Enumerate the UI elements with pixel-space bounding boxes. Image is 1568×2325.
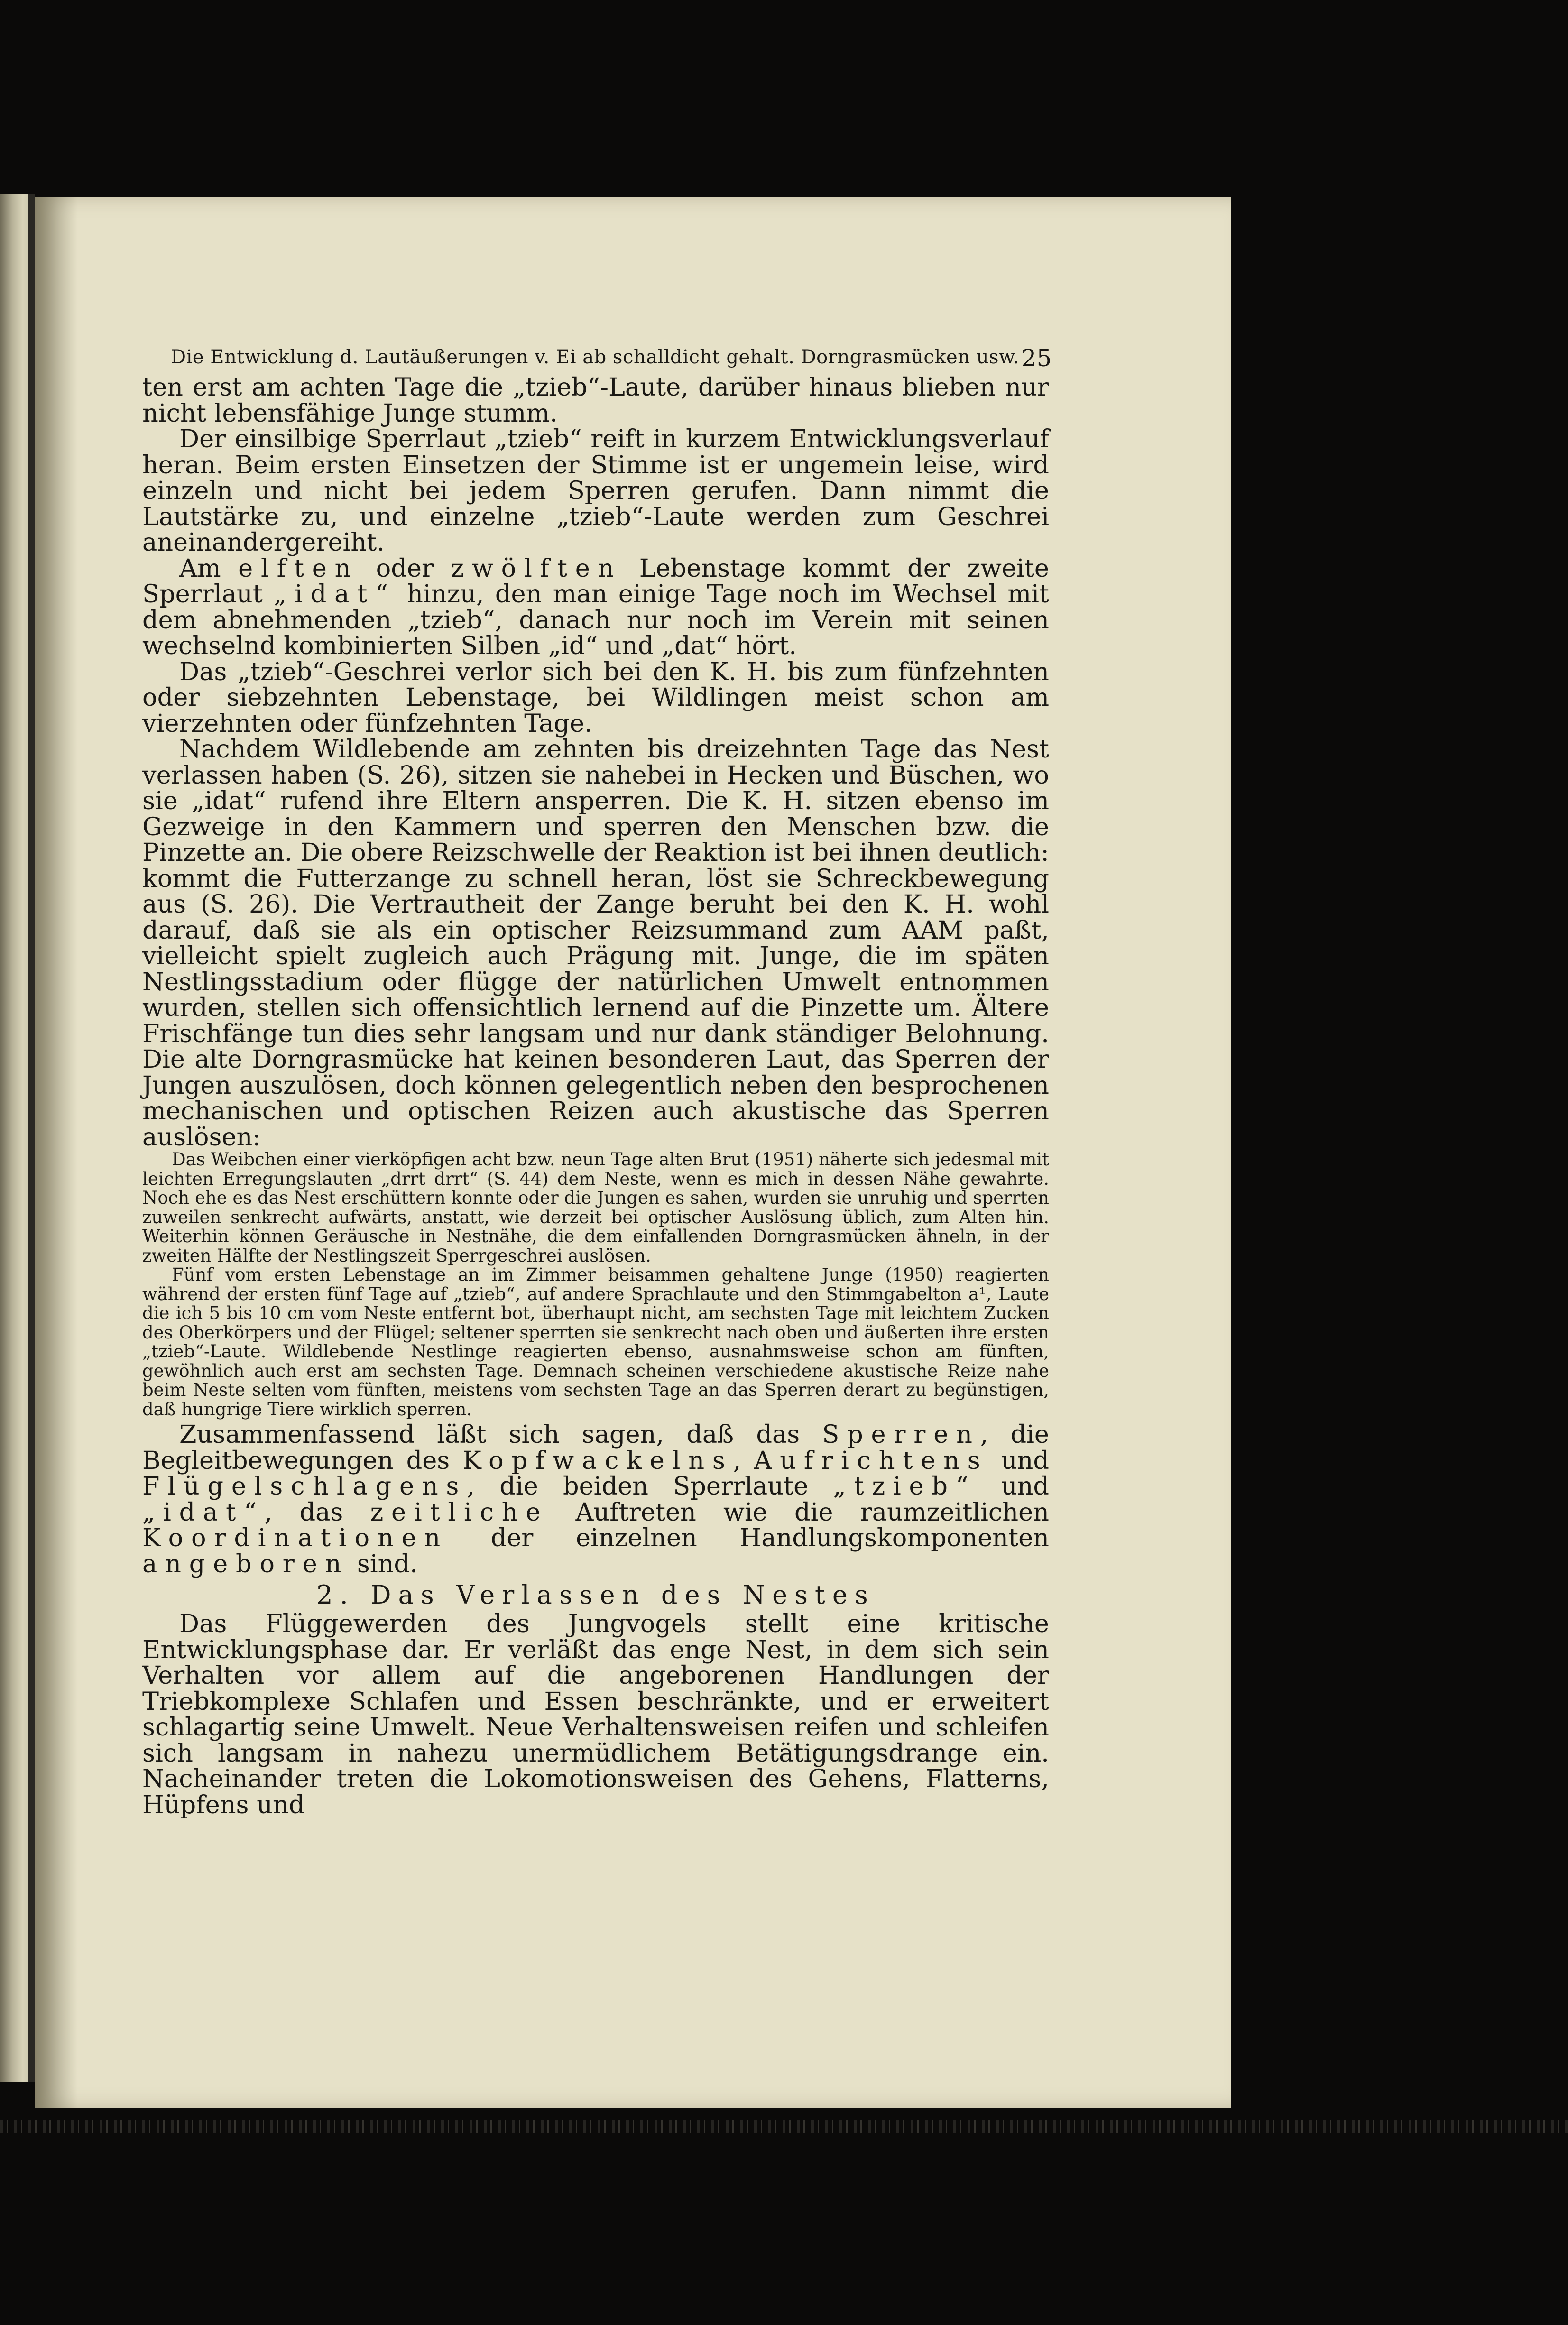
paragraph-verlassen: Das Flüggewerden des Jungvogels stellt eine kritische Entwicklungsphase dar. Er verläßt das enge Nest, in dem sich sein Verhalten vor allem auf die angeborenen Handlungen der Triebkomplexe Schlafen und Essen beschränkte, und er erweitert schlagartig seine Umwelt. Neue Verhaltensweisen reifen und schleifen sich langsam in nahezu unermüdlichem Betätigungsdrange ein. Nacheinander treten die Lokomotionsweisen des Gehens, Flatterns, Hüpfens und: [142, 1609, 1049, 1819]
spaced-emphasis: Flügelschlagens: [142, 1472, 467, 1501]
text-run: , das: [264, 1497, 343, 1527]
spaced-emphasis: „idat“: [142, 1497, 265, 1527]
paragraph-wildlebende: Nachdem Wildlebende am zehnten bis dreizehnten Tage das Nest verlassen haben (S. 26), sitzen sie nahebei in Hecken und Büschen, wo sie „idat“ rufend ihre Eltern ansperren. Die K. H. sitzen ebenso im Gezweige in den Kammern und sperren den Menschen bzw. die Pinzette an. Die obere Reizschwelle der Reaktion ist bei ihnen deutlich: kommt die Futterzange zu schnell heran, löst sie Schreckbewegung aus (S. 26). Die Vertrautheit der Zange beruht bei den K. H. wohl darauf, daß sie als ein optischer Reizsummand zum AAM paßt, vielleicht spielt zugleich auch Prägung mit. Junge, die im späten Nestlingsstadium oder flügge der natürlichen Umwelt entnommen wurden, stellen sich offensichtlich lernend auf die Pinzette um. Ältere Frischfänge tun dies sehr langsam und nur dank ständiger Belohnung. Die alte Dorngrasmücke hat keinen besonderen Laut, das Sperren der Jungen auszulösen, doch können gelegentlich neben den besprochenen mechanischen und optischen Reizen auch akustische das Sperren auslösen:: [142, 735, 1049, 1152]
spaced-emphasis: zeitliche: [370, 1497, 549, 1527]
text-run: Auftreten wie die raumzeitlichen: [575, 1497, 1049, 1527]
paragraph-summary: [142, 1422, 1049, 1577]
text-run: Am: [179, 554, 221, 583]
spaced-emphasis: Sperren: [822, 1420, 980, 1449]
bottom-edge-texture: [0, 2120, 1568, 2133]
page-text: [142, 341, 1052, 1819]
spaced-emphasis: angeboren: [142, 1549, 350, 1578]
text-run: und: [1001, 1446, 1049, 1475]
paragraph-continuation: ten erst am achten Tage die „tzieb“-Laute, darüber hinaus blieben nur nicht lebensfähige Junge stumm.: [142, 373, 1049, 428]
text-run: oder: [376, 554, 434, 583]
text-run: Zusammenfassend läßt sich sagen, daß das: [179, 1420, 800, 1449]
paragraph-idat: [142, 556, 1049, 659]
text-run: , die Begleitbewegungen des: [142, 1420, 1049, 1475]
paragraph-sperrlaut: Der einsilbige Sperrlaut „tzieb“ reift in kurzem Entwicklungsverlauf heran. Beim ersten Einsetzen der Stimme ist er ungemein leise, wird einzeln und nicht bei jedem Sperren gerufen. Dann nimmt die Lautstärke zu, und einzelne „tzieb“-Laute werden zum Geschrei aneinandergereiht.: [142, 424, 1049, 557]
spaced-emphasis: „idat“: [274, 580, 396, 609]
small-print-section: [142, 1150, 1049, 1419]
spaced-emphasis: zwölften: [451, 554, 622, 583]
text-run: sind.: [357, 1549, 418, 1578]
spaced-emphasis: Aufrichtens: [754, 1446, 988, 1475]
book-spine-shadow: [28, 194, 35, 2082]
page-number: 25: [1021, 344, 1052, 372]
running-head-text: Die Entwicklung d. Lautäußerungen v. Ei ab schalldicht gehalt. Dorngrasmücken usw.: [171, 346, 1020, 368]
text-run: der einzelnen Handlungskomponenten: [490, 1523, 1049, 1552]
text-run: , die beiden Sperrlaute: [467, 1472, 809, 1501]
small-paragraph-weibchen: Das Weibchen einer vierköpfigen acht bzw. neun Tage alten Brut (1951) näherte sich jedesmal mit leichten Erregungslauten „drrt drrt“ (S. 44) dem Neste, wenn es mich in dessen Nähe gewahrte. Noch ehe es das Nest erschüttern konnte oder die Jungen es sahen, wurden sie unruhig und sperrten zuweilen senkrecht aufwärts, anstatt, wie derzeit bei optischer Auslösung üblich, zum Alten hin. Weiterhin können Geräusche in Nestnähe, die dem einfallenden Dorngrasmücken ähneln, in der zweiten Hälfte der Nestlingszeit Sperrgeschrei auslösen.: [142, 1149, 1049, 1266]
section-heading: 2. Das Verlassen des Nestes: [316, 1580, 875, 1610]
text-run: und: [1001, 1472, 1049, 1501]
paragraph-geschrei: Das „tzieb“-Geschrei verlor sich bei den K. H. bis zum fünfzehnten oder siebzehnten Lebenstage, bei Wildlingen meist schon am vierzehnten oder fünfzehnten Tage.: [142, 657, 1049, 738]
spaced-emphasis: Koordinationen: [142, 1523, 449, 1552]
small-paragraph-zimmer: Fünf vom ersten Lebenstage an im Zimmer beisammen gehaltene Junge (1950) reagierten während der ersten fünf Tage auf „tzieb“, auf andere Sprachlaute und den Stimmgabelton a¹, Laute die ich 5 bis 10 cm vom Neste entfernt bot, überhaupt nicht, am sechsten Tage mit leichtem Zucken des Oberkörpers und der Flügel; seltener sperrten sie senkrecht nach oben und äußerten ihre ersten „tzieb“-Laute. Wildlebende Nestlinge reagierten ebenso, ausnahmsweise schon am fünften, gewöhnlich auch erst am sechsten Tage. Demnach scheinen verschiedene akustische Reize nahe beim Neste selten vom fünften, meistens vom sechsten Tage an das Sperren derart zu begünstigen, daß hungrige Tiere wirklich sperren.: [142, 1264, 1049, 1420]
page-gutter-shadow: [35, 197, 78, 2108]
left-page-edge: [0, 194, 28, 2082]
spaced-emphasis: elften: [238, 554, 359, 583]
spaced-emphasis: Kopfwackelns: [462, 1446, 733, 1475]
text-run: hinzu, den man einige Tage noch im Wechsel mit dem abnehmenden „tzieb“, danach nur noch im Verein mit seinen wechselnd kombinierten Silben „id“ und „dat“ hört.: [142, 580, 1049, 660]
text-run: ,: [733, 1446, 741, 1475]
running-head: [142, 341, 1052, 375]
text-run: Lebenstage kommt der zweite Sperrlaut: [142, 554, 1049, 609]
spaced-emphasis: „tzieb“: [833, 1472, 977, 1501]
